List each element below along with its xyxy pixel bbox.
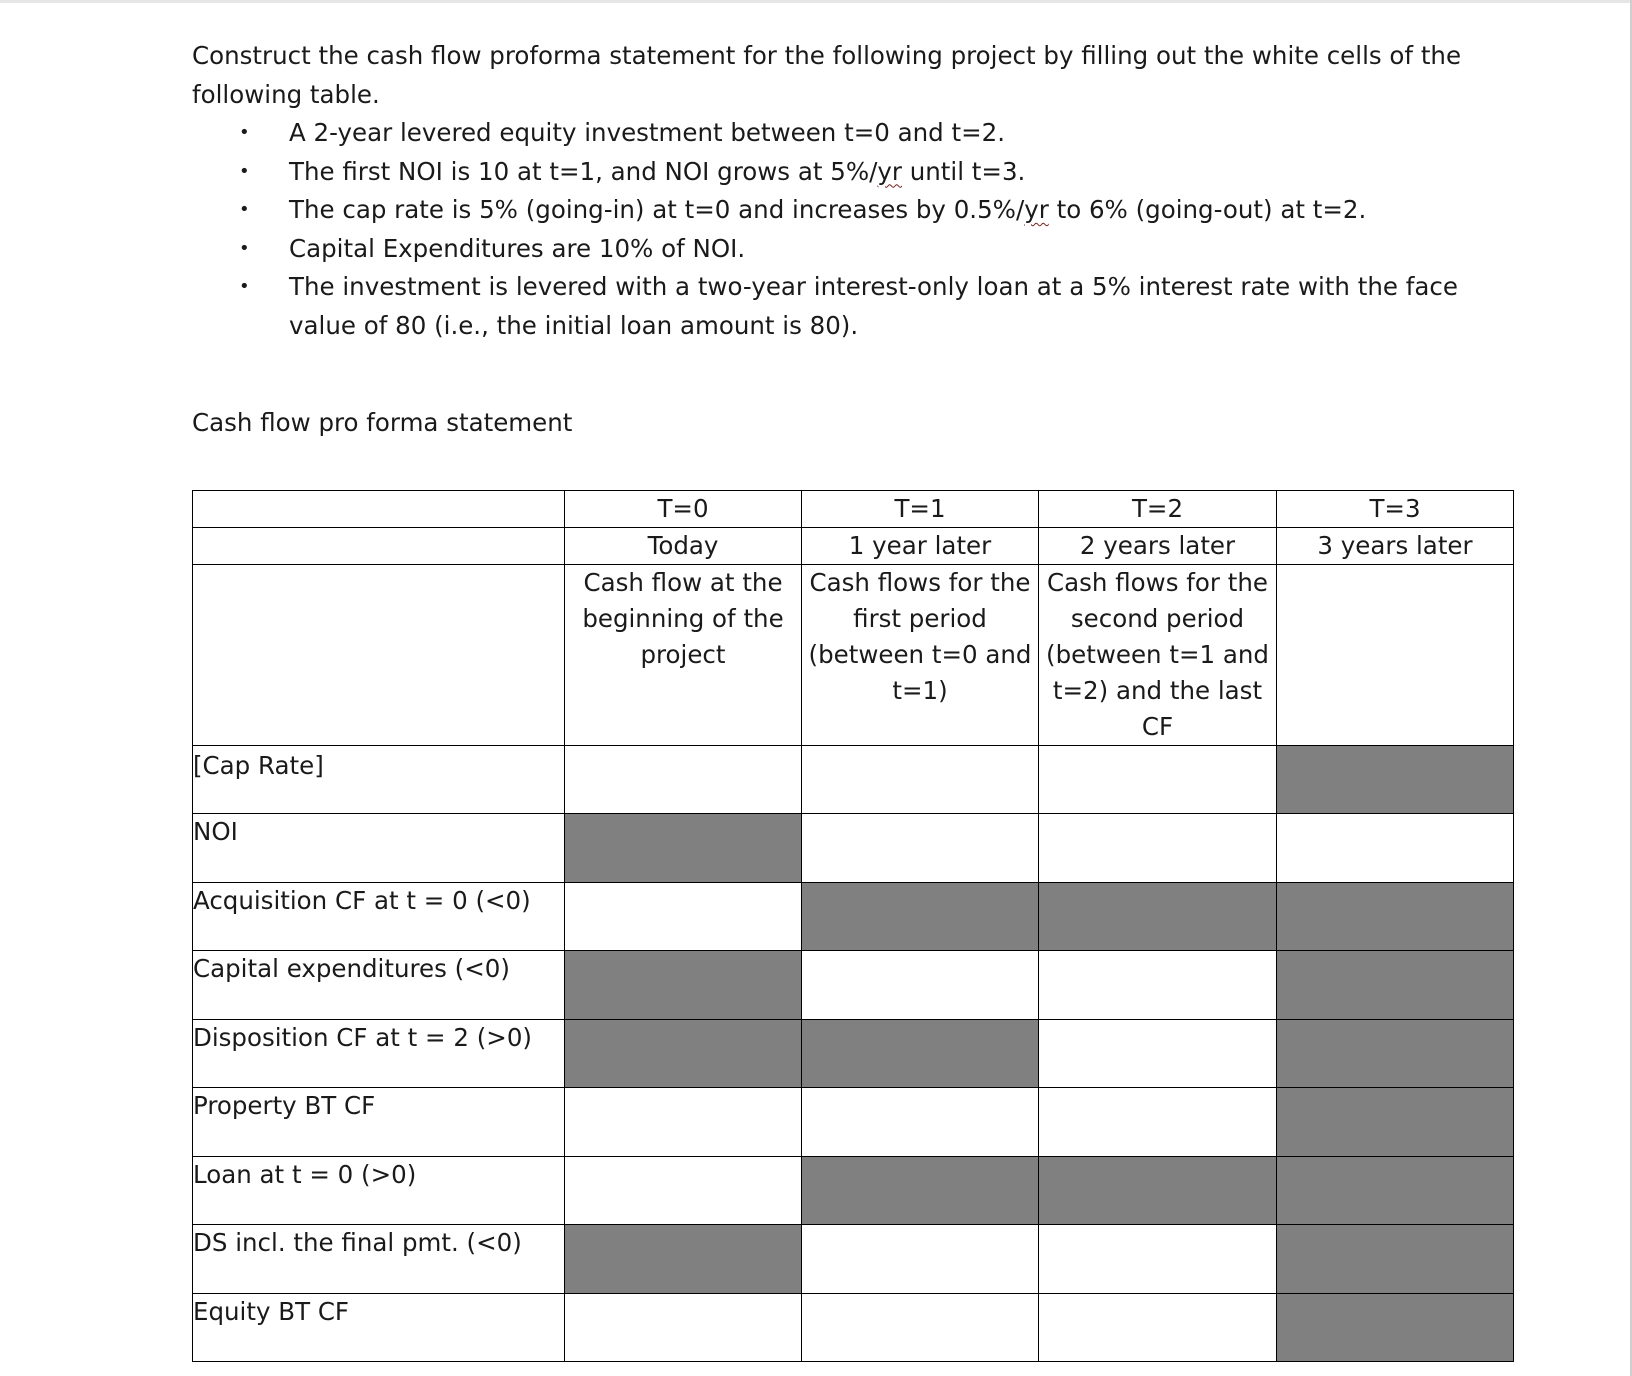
input-cell-equity-bt-cf-t2[interactable] bbox=[1039, 1294, 1277, 1362]
row-label-acquisition-cf: Acquisition CF at t = 0 (<0) bbox=[193, 883, 565, 951]
assumption-item bbox=[192, 230, 1532, 269]
header-description-t3 bbox=[1277, 565, 1514, 746]
shaded-cell-acquisition-cf-t1 bbox=[802, 883, 1039, 951]
shaded-cell-cap-rate-t3 bbox=[1277, 746, 1514, 814]
shaded-cell-acquisition-cf-t3 bbox=[1277, 883, 1514, 951]
input-cell-equity-bt-cf-t0[interactable] bbox=[565, 1294, 802, 1362]
assumption-text: A 2-year levered equity investment between t=0 and t=2. bbox=[289, 118, 1006, 147]
header-row-label bbox=[193, 528, 1514, 565]
header-row-description bbox=[193, 565, 1514, 746]
header-period-t1: T=1 bbox=[802, 491, 1039, 528]
assumption-item bbox=[192, 191, 1532, 230]
shaded-cell-debt-service-t3 bbox=[1277, 1225, 1514, 1294]
input-cell-loan-t0[interactable] bbox=[565, 1157, 802, 1225]
input-cell-cap-rate-t0[interactable] bbox=[565, 746, 802, 814]
header-label-t2: 2 years later bbox=[1039, 528, 1277, 565]
table-row-acquisition-cf bbox=[193, 883, 1514, 951]
header-period-t3: T=3 bbox=[1277, 491, 1514, 528]
table-row-debt-service bbox=[193, 1225, 1514, 1294]
header-description-t2: Cash flows for the second period (between t=1 and t=2) and the last CF bbox=[1039, 565, 1277, 746]
shaded-cell-property-bt-cf-t3 bbox=[1277, 1088, 1514, 1157]
spelling-flag-word: yr bbox=[877, 156, 902, 186]
table-row-disposition-cf bbox=[193, 1020, 1514, 1088]
header-corner-cell bbox=[193, 528, 565, 565]
input-cell-acquisition-cf-t0[interactable] bbox=[565, 883, 802, 951]
cash-flow-table bbox=[192, 490, 1514, 1362]
section-title: Cash flow pro forma statement bbox=[192, 408, 573, 437]
row-label-loan: Loan at t = 0 (>0) bbox=[193, 1157, 565, 1225]
input-cell-cap-rate-t2[interactable] bbox=[1039, 746, 1277, 814]
bullet-icon: • bbox=[239, 199, 250, 220]
bullet-icon: • bbox=[239, 237, 250, 259]
input-cell-capex-t2[interactable] bbox=[1039, 951, 1277, 1020]
bullet-icon: • bbox=[239, 276, 250, 297]
row-label-property-bt-cf: Property BT CF bbox=[193, 1088, 565, 1157]
header-label-t1: 1 year later bbox=[802, 528, 1039, 565]
shaded-cell-disposition-cf-t0 bbox=[565, 1020, 802, 1088]
spelling-flag-word: yr bbox=[1024, 195, 1049, 224]
header-label-t0: Today bbox=[565, 528, 802, 565]
shaded-cell-loan-t2 bbox=[1039, 1157, 1277, 1225]
page-top-edge bbox=[0, 0, 1632, 3]
row-label-cap-rate: [Cap Rate] bbox=[193, 746, 565, 814]
table-row-noi bbox=[193, 814, 1514, 883]
shaded-cell-acquisition-cf-t2 bbox=[1039, 883, 1277, 951]
input-cell-equity-bt-cf-t1[interactable] bbox=[802, 1294, 1039, 1362]
table-row-loan bbox=[193, 1157, 1514, 1225]
assumption-text: The first NOI is 10 at t=1, and NOI grows at 5%/ bbox=[289, 156, 878, 186]
header-row-period bbox=[193, 491, 1514, 528]
input-cell-debt-service-t1[interactable] bbox=[802, 1225, 1039, 1294]
input-cell-property-bt-cf-t1[interactable] bbox=[802, 1088, 1039, 1157]
shaded-cell-capex-t0 bbox=[565, 951, 802, 1020]
input-cell-disposition-cf-t2[interactable] bbox=[1039, 1020, 1277, 1088]
input-cell-noi-t3[interactable] bbox=[1277, 814, 1514, 883]
shaded-cell-loan-t3 bbox=[1277, 1157, 1514, 1225]
header-label-t3: 3 years later bbox=[1277, 528, 1514, 565]
input-cell-noi-t2[interactable] bbox=[1039, 814, 1277, 883]
assumption-item bbox=[192, 268, 1532, 345]
input-cell-property-bt-cf-t0[interactable] bbox=[565, 1088, 802, 1157]
document-body bbox=[192, 36, 1532, 345]
input-cell-cap-rate-t1[interactable] bbox=[802, 746, 1039, 814]
shaded-cell-capex-t3 bbox=[1277, 951, 1514, 1020]
assumption-text: The investment is levered with a two-year interest-only loan at a 5% interest rate with the face value of 80 (i.e., the initial loan amount is 80). bbox=[289, 272, 1458, 340]
row-label-capital-expenditures: Capital expenditures (<0) bbox=[193, 951, 565, 1020]
table-row-property-bt-cf bbox=[193, 1088, 1514, 1157]
assumption-item bbox=[192, 153, 1532, 192]
row-label-equity-bt-cf: Equity BT CF bbox=[193, 1294, 565, 1362]
input-cell-capex-t1[interactable] bbox=[802, 951, 1039, 1020]
shaded-cell-equity-bt-cf-t3 bbox=[1277, 1294, 1514, 1362]
input-cell-property-bt-cf-t2[interactable] bbox=[1039, 1088, 1277, 1157]
row-label-debt-service: DS incl. the final pmt. (<0) bbox=[193, 1225, 565, 1294]
header-corner-cell bbox=[193, 491, 565, 528]
assumption-list bbox=[192, 114, 1532, 345]
bullet-icon: • bbox=[239, 122, 250, 143]
shaded-cell-debt-service-t0 bbox=[565, 1225, 802, 1294]
shaded-cell-disposition-cf-t3 bbox=[1277, 1020, 1514, 1088]
table-row-capital-expenditures bbox=[193, 951, 1514, 1020]
row-label-noi: NOI bbox=[193, 814, 565, 883]
table-row-equity-bt-cf bbox=[193, 1294, 1514, 1362]
intro-paragraph: Construct the cash flow proforma statement for the following project by filling out the white cells of the following table. bbox=[192, 41, 1462, 109]
assumption-text-tail: to 6% (going-out) at t=2. bbox=[1048, 195, 1367, 224]
shaded-cell-noi-t0 bbox=[565, 814, 802, 883]
assumption-item bbox=[192, 114, 1532, 153]
header-corner-cell bbox=[193, 565, 565, 746]
input-cell-debt-service-t2[interactable] bbox=[1039, 1225, 1277, 1294]
header-period-t0: T=0 bbox=[565, 491, 802, 528]
table-row-cap-rate bbox=[193, 746, 1514, 814]
header-description-t0: Cash flow at the beginning of the project bbox=[565, 565, 802, 746]
header-description-t1: Cash flows for the first period (between t=0 and t=1) bbox=[802, 565, 1039, 746]
assumption-text: Capital Expenditures are 10% of NOI. bbox=[289, 233, 746, 263]
input-cell-noi-t1[interactable] bbox=[802, 814, 1039, 883]
row-label-disposition-cf: Disposition CF at t = 2 (>0) bbox=[193, 1020, 565, 1088]
shaded-cell-disposition-cf-t1 bbox=[802, 1020, 1039, 1088]
bullet-icon: • bbox=[239, 160, 250, 182]
shaded-cell-loan-t1 bbox=[802, 1157, 1039, 1225]
header-period-t2: T=2 bbox=[1039, 491, 1277, 528]
assumption-text: The cap rate is 5% (going-in) at t=0 and increases by 0.5%/ bbox=[289, 195, 1025, 224]
assumption-text-tail: until t=3. bbox=[901, 156, 1026, 186]
